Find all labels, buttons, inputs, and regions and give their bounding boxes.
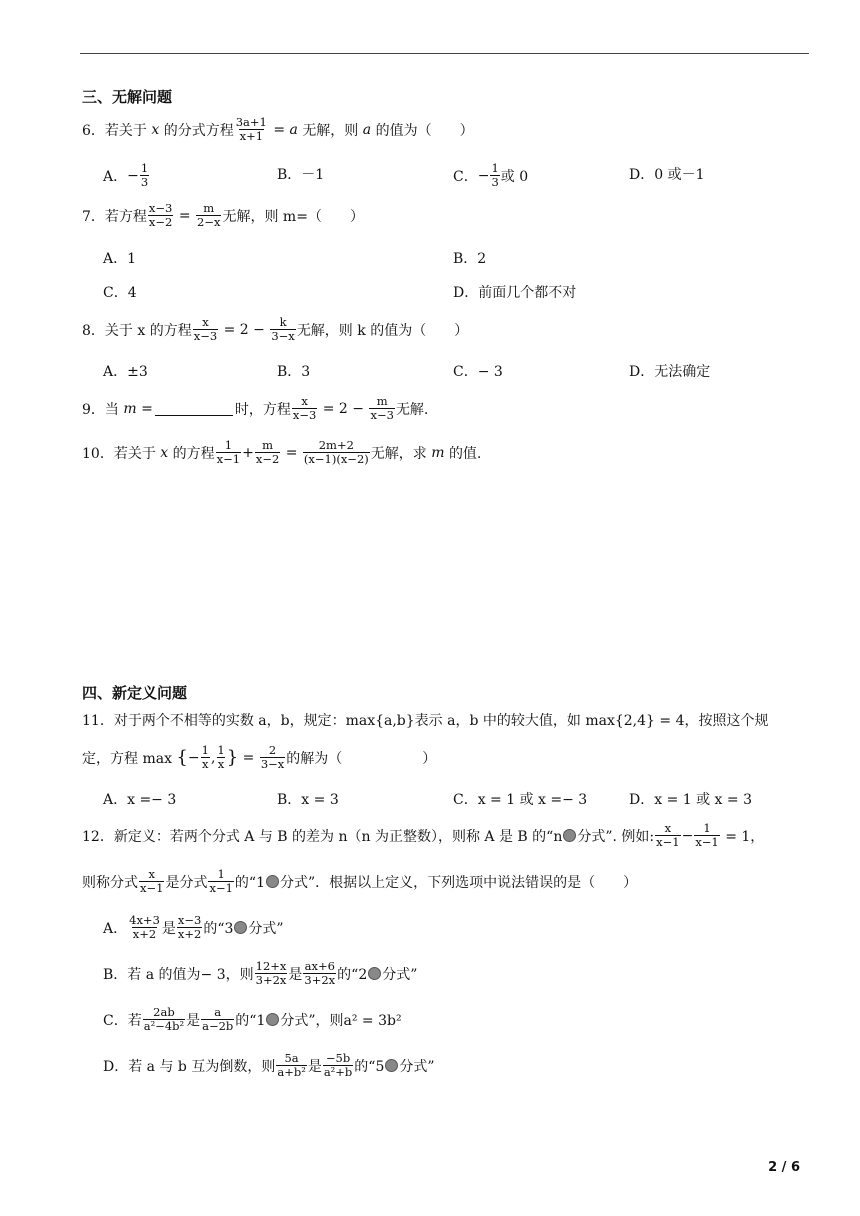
question-6-option-a[interactable]: A． − $\frac{1}{3}$ [103,161,149,189]
seal-icon [266,1013,279,1026]
question-12-line-2: 则称分式 $\frac{x}{x-1}$ 是分式 $\frac{1}{x-1}$ 的“1 分式”．根据以上定义，下列选项中说法错误的是（ ） [82,867,638,895]
question-8-option-c[interactable]: C．− 3 [453,364,503,380]
header-rule [80,53,809,54]
question-6-stem: 6． 若关于 x 的分式方程 $\frac{3a+1}{x+1}$ = a 无解，则 a 的值为（ ） [82,115,474,143]
fraction: $\frac{3a+1}{x+1}$ [235,115,267,143]
question-9-stem: 9． 当 m = 时，方程 $\frac{x}{x-3}$ = 2 − $\frac{m}{x-3}$ 无解. [82,394,429,422]
seal-icon [385,1059,398,1072]
question-12-option-d[interactable]: D．若 a 与 b 互为倒数，则 $\frac{5a}{\text{a+b²}}$ 是 $\frac{-5b}{\text{a²+b}}$ 的“5 分式” [103,1051,435,1079]
question-7-option-c[interactable]: C．4 [103,285,137,301]
question-8-option-a[interactable]: A．±3 [103,364,148,380]
seal-icon [234,921,247,934]
question-11-option-d[interactable]: D．x = 1 或 x = 3 [629,792,752,808]
question-8-option-d[interactable]: D．无法确定 [629,364,711,380]
question-11-option-a[interactable]: A．x =− 3 [103,792,177,808]
question-11-option-b[interactable]: B．x = 3 [277,792,339,808]
question-10-stem: 10． 若关于 x 的方程 $\frac{1}{x-1}$ + $\frac{m}{x-2}$ = $\frac{2m+2}{(x-1)(x-2)}$ 无解，求 m 的值. [82,438,482,466]
question-8-option-b[interactable]: B．3 [277,364,311,380]
section-4-title: 四、新定义问题 [82,684,188,702]
page-number: 2 / 6 [768,1160,800,1175]
question-12-line-1: 12． 新定义：若两个分式 A 与 B 的差为 n（n 为正整数），则称 A 是 B 的“n 分式”. 例如: $\frac{x}{x-1}$ − $\frac{1}{x-1}$ = 1， [82,821,765,849]
question-6-option-d[interactable]: D．0 或－1 [629,167,705,183]
question-7-option-b[interactable]: B．2 [453,251,487,267]
question-6-option-c[interactable]: C． − $\frac{1}{3}$ 或 0 [453,161,529,189]
question-6-option-b[interactable]: B．－1 [277,167,325,183]
seal-icon [563,829,576,842]
question-12-option-b[interactable]: B．若 a 的值为− 3，则 $\frac{12+x}{3+2x}$ 是 $\frac{ax+6}{3+2x}$ 的“2 分式” [103,959,418,987]
answer-blank[interactable] [155,401,233,416]
question-7-stem: 7． 若方程 $\frac{x-3}{x-2}$ = $\frac{m}{2-x}$ 无解，则 m=（ ） [82,201,364,229]
question-12-option-c[interactable]: C．若 $\frac{2ab}{\text{a²−4b²}}$ 是 $\frac{a}{a-2b}$ 的“1 分式”，则a² = 3b² [103,1005,402,1033]
question-7-option-a[interactable]: A．1 [103,251,137,267]
question-11-option-c[interactable]: C．x = 1 或 x =− 3 [453,792,588,808]
question-12-option-a[interactable]: A． $\frac{4x+3}{x+2}$ 是 $\frac{x-3}{x+2}$ 的“3 分式” [103,913,284,941]
question-7-option-d[interactable]: D．前面几个都不对 [453,285,577,301]
section-3-title: 三、无解问题 [82,88,173,106]
question-8-stem: 8． 关于 x 的方程 $\frac{x}{x-3}$ = 2 − $\frac{k}{3-x}$ 无解，则 k 的值为（ ） [82,315,469,343]
seal-icon [368,967,381,980]
question-11-line-1: 11． 对于两个不相等的实数 a，b，规定：max{a,b}表示 a，b 中的较大值，如 max{2,4} = 4，按照这个规 [82,713,769,729]
question-11-line-2: 定，方程 max { − $\frac{1}{x}$ , $\frac{1}{x}$ } = $\frac{2}{3-x}$ 的解为（ ） [82,743,437,771]
seal-icon [266,875,279,888]
